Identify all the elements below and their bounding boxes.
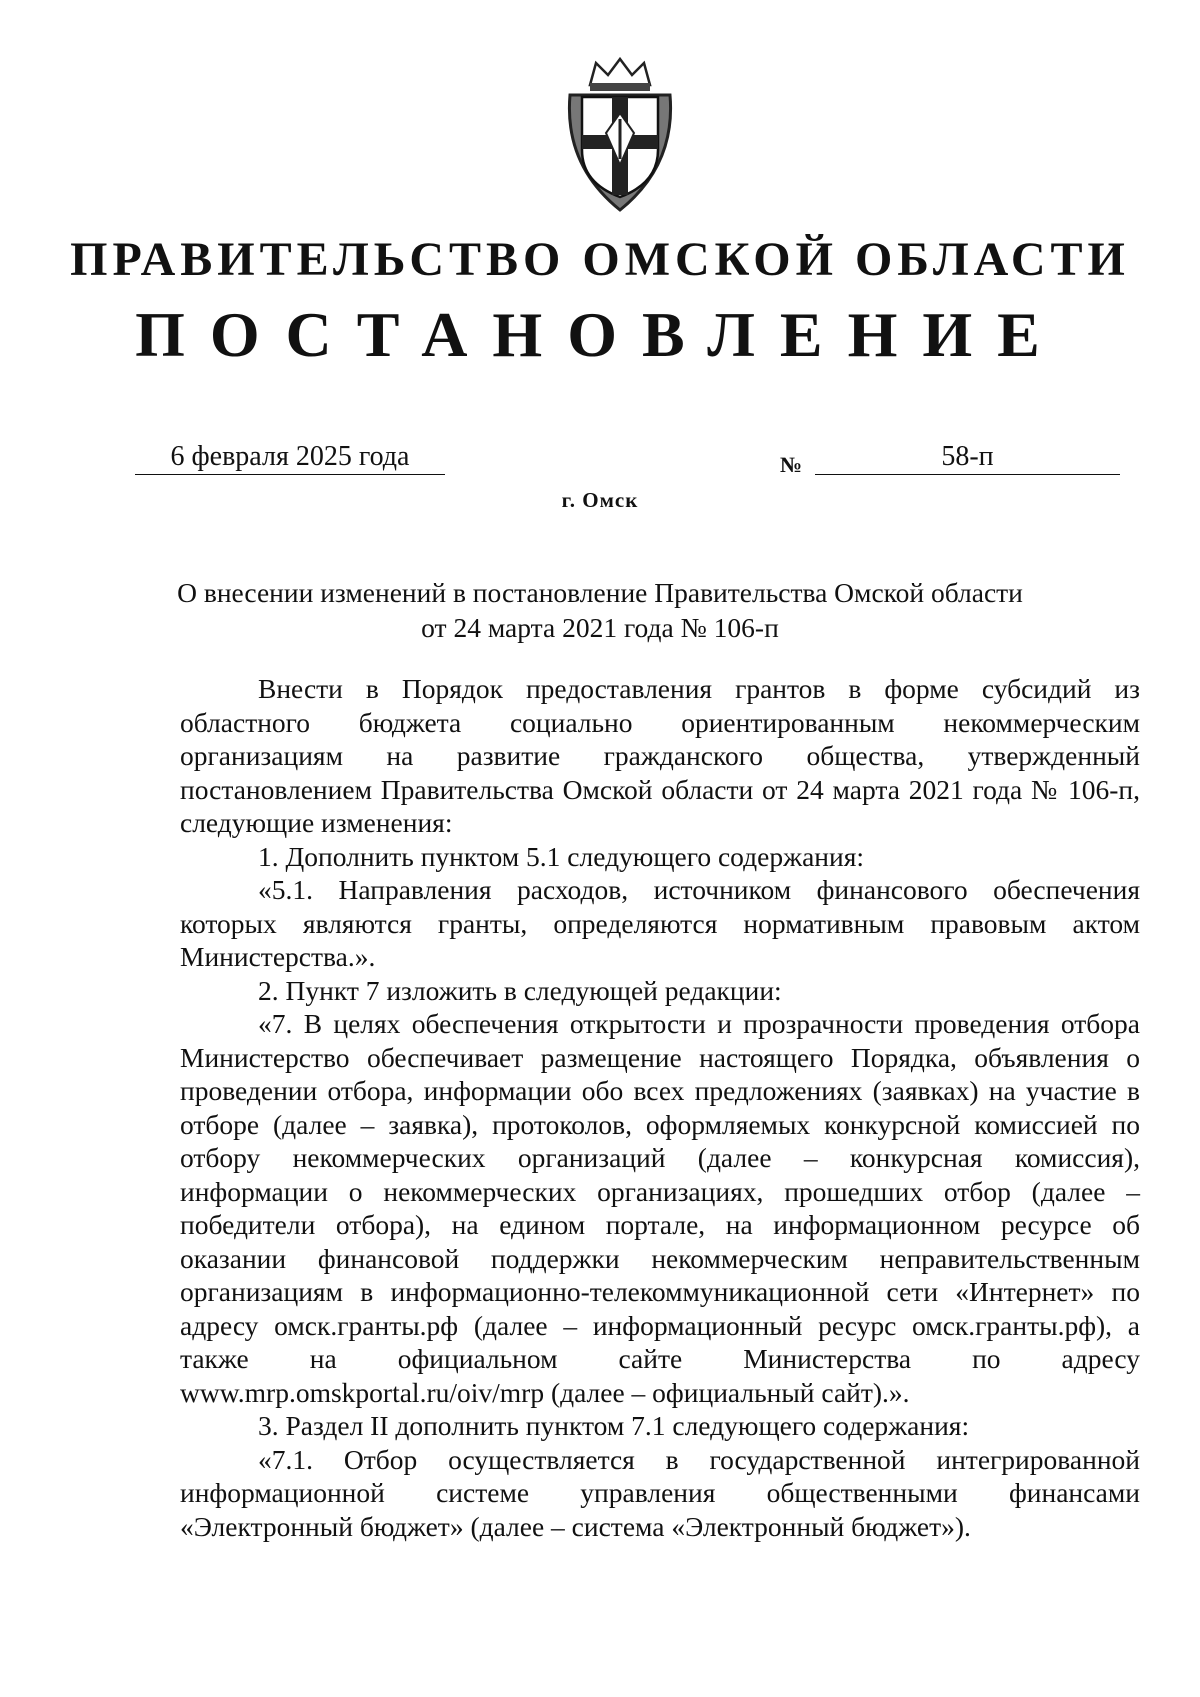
body-item-2: 2. Пункт 7 изложить в следующей редакции:: [258, 974, 782, 1006]
coat-of-arms-icon: [560, 55, 680, 215]
document-city: г. Омск: [561, 488, 639, 512]
body-item-2-text: «7. В целях обеспечения открытости и прозрачности проведения отбора Министерство обеспечивает размещение настоящего Порядка, объявления о проведении отбора, информации обо всех предложениях (заявках) на участие в отборе (далее – заявка), протоколов, оформляемых конкурсной комиссией по отбору некоммерческих организаций (далее – конкурсная комиссия), информации о некоммерческих организациях, прошедших отбор (далее – победители отбора), на едином портале, на информационном ресурсе об оказании финансовой поддержки некоммерческим неправительственным организациям в информационно-телекоммуникационной сети «Интернет» по адресу омск.гранты.рф (далее – информационный ресурс омск.гранты.рф), а также на официальном сайте Министерства по адресу www.mrp.omskportal.ru/oiv/mrp (далее – официальный сайт).».: [180, 1008, 1140, 1408]
body-item-1-text: «5.1. Направления расходов, источником финансового обеспечения которых являются гранты, определяются нормативным правовым актом Министерства.».: [180, 874, 1140, 972]
document-date: 6 февраля 2025 года: [135, 440, 445, 475]
document-subject: [0, 575, 1200, 645]
body-item-3-text: «7.1. Отбор осуществляется в государственной интегрированной информационной системе управления общественными финансами «Электронный бюджет» (далее – система «Электронный бюджет»).: [180, 1443, 1140, 1542]
number-sign: №: [780, 452, 803, 477]
subject-line-2: от 24 марта 2021 года № 106-п: [421, 612, 779, 643]
document-body: [180, 672, 1140, 1543]
document-number: 58-п: [815, 440, 1120, 475]
body-item-3: 3. Раздел II дополнить пунктом 7.1 следующего содержания:: [258, 1410, 970, 1441]
body-intro: Внести в Порядок предоставления грантов в форме субсидий из областного бюджета социально ориентированным некоммерческим организациям на развитие гражданского общества, утвержденный постановлением Правительства Омской области от 24 марта 2021 года № 106-п, следующие изменения:: [180, 673, 1140, 838]
body-item-1: 1. Дополнить пунктом 5.1 следующего содержания:: [258, 840, 864, 872]
organization-title: ПРАВИТЕЛЬСТВО ОМСКОЙ ОБЛАСТИ: [70, 233, 1130, 286]
subject-line-1: О внесении изменений в постановление Правительства Омской области: [177, 577, 1023, 608]
document-type: ПОСТАНОВЛЕНИЕ: [135, 299, 1065, 370]
